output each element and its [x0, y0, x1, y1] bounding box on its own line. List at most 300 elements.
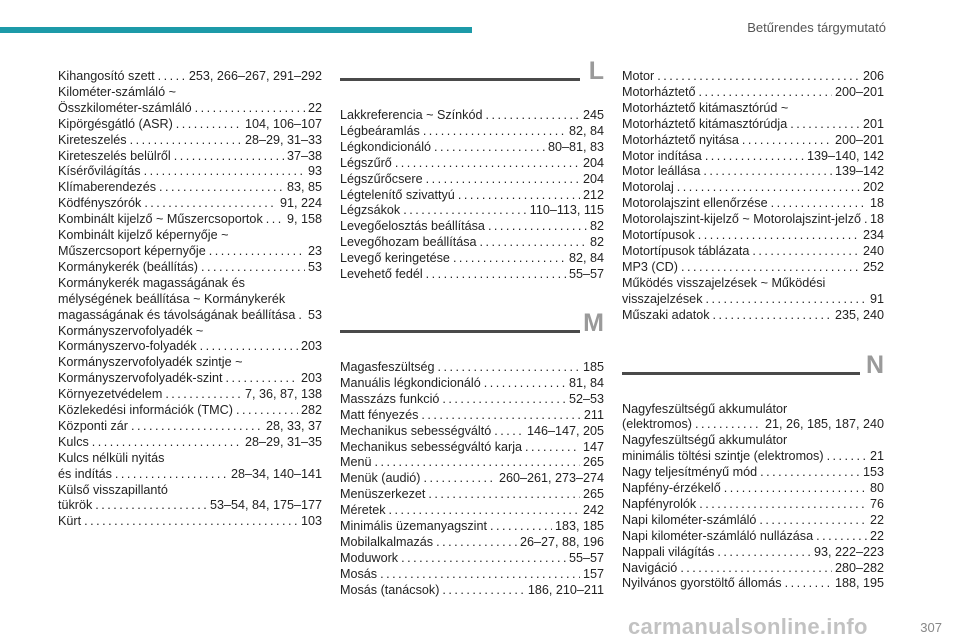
dot-leader	[827, 449, 867, 465]
index-entry-term: Környezetvédelem	[58, 387, 163, 402]
index-entry-row	[58, 514, 322, 530]
index-entry-term: Mosás (tanácsok)	[340, 582, 440, 597]
index-entry-term-line: mélységének beállítása ~ Kormánykerék	[58, 291, 286, 306]
index-entry	[58, 228, 322, 260]
index-entry-row	[58, 371, 322, 387]
index-entry-row	[622, 449, 884, 465]
index-entry-term-line: Motorháztető kitámasztórúd ~	[622, 100, 789, 115]
index-entry-pages: 82	[589, 235, 604, 250]
index-entry-pages: 53	[307, 259, 322, 274]
index-entry-term: Motor	[622, 69, 655, 83]
dot-leader	[699, 497, 867, 513]
dot-leader	[864, 212, 867, 228]
dot-leader	[699, 85, 832, 101]
index-entry	[58, 212, 322, 228]
index-entry-row	[340, 203, 604, 219]
index-entry-pages: 212	[582, 187, 604, 202]
index-entry	[340, 583, 604, 599]
index-entry-row	[622, 69, 884, 85]
index-entry-row	[58, 69, 322, 85]
index-entry-term: Mechanikus sebességváltó	[340, 423, 492, 438]
index-entry-term-line: Kulcs nélküli nyitás	[58, 450, 165, 465]
index-entry	[622, 481, 884, 497]
index-entry-pages: 53	[307, 307, 322, 322]
index-entry	[58, 85, 322, 117]
index-entry	[622, 308, 884, 324]
index-entry	[622, 497, 884, 513]
index-entry-row	[622, 481, 884, 497]
index-entry-term: MP3 (CD)	[622, 259, 678, 274]
index-entry-row	[58, 149, 322, 165]
index-entry	[622, 228, 884, 244]
index-entry	[622, 260, 884, 276]
index-entry-pages: 202	[862, 180, 884, 195]
index-entry-pages: 28, 33, 37	[265, 418, 322, 433]
index-entry-term: Motorháztető nyitása	[622, 132, 739, 147]
index-entry	[340, 440, 604, 456]
index-entry-pages: 204	[582, 171, 604, 186]
dot-leader	[436, 535, 517, 551]
page-number: 307	[920, 620, 942, 635]
index-entry-row	[622, 180, 884, 196]
index-entry-term: Motorháztető	[622, 84, 696, 99]
dot-leader	[201, 260, 305, 276]
dot-leader	[703, 164, 832, 180]
index-entry-row	[58, 101, 322, 117]
index-entry-term: visszajelzések	[622, 291, 703, 306]
dot-leader	[428, 487, 580, 503]
index-entry-pages: 183, 185	[554, 519, 604, 534]
index-entry-row	[622, 513, 884, 529]
index-entry-term: Kipörgésgátló (ASR)	[58, 116, 173, 131]
index-entry-term: Napi kilométer-számláló	[622, 512, 757, 527]
index-entry	[340, 519, 604, 535]
index-entry-term-line: Működés visszajelzések ~ Működési	[622, 275, 826, 290]
dot-leader	[438, 360, 580, 376]
index-entry	[622, 529, 884, 545]
index-entry-row	[58, 308, 322, 324]
index-entry-row	[340, 551, 604, 567]
dot-leader	[395, 156, 580, 172]
index-entry-row	[340, 376, 604, 392]
dot-leader	[401, 551, 566, 567]
index-entry-pages: 21	[869, 449, 884, 464]
index-entry-row	[622, 497, 884, 513]
dot-leader	[209, 244, 305, 260]
index-entry-pages: 201	[862, 116, 884, 131]
section-header-n	[622, 350, 884, 402]
index-entry-row	[340, 583, 604, 599]
dot-leader	[84, 514, 298, 530]
index-entry	[622, 180, 884, 196]
index-entry-term: Magasfeszültség	[340, 359, 435, 374]
index-entry-pages: 200–201	[834, 132, 884, 147]
dot-leader	[680, 561, 832, 577]
index-entry-pages: 188, 195	[834, 576, 884, 591]
dot-leader	[236, 403, 298, 419]
index-entry-row	[622, 465, 884, 481]
section-letter: L	[588, 57, 604, 85]
index-entry-pages: 82	[589, 219, 604, 234]
index-entry	[340, 360, 604, 376]
dot-leader	[816, 529, 867, 545]
index-entry-term: Központi zár	[58, 418, 129, 433]
dot-leader	[525, 440, 580, 456]
index-entry	[58, 133, 322, 149]
index-entry-row	[340, 519, 604, 535]
index-entry	[58, 117, 322, 133]
index-entry	[58, 451, 322, 483]
index-entry-row	[340, 219, 604, 235]
dot-leader	[484, 376, 566, 392]
dot-leader	[698, 228, 860, 244]
index-entry-term: Kormányszervo-folyadék	[58, 339, 197, 354]
index-entry-pages: 235, 240	[834, 307, 884, 322]
index-entry-row	[58, 180, 322, 196]
index-entry-row	[622, 85, 884, 101]
index-entry-term: Méretek	[340, 503, 386, 518]
dot-leader	[158, 69, 186, 85]
index-entry-term: Kireteszelés belülről	[58, 148, 171, 163]
index-entry-term: Légbeáramlás	[340, 123, 420, 138]
index-entry	[340, 172, 604, 188]
index-entry-row	[340, 392, 604, 408]
index-entry	[622, 133, 884, 149]
index-entry-row	[622, 545, 884, 561]
index-entry-term: Levegő keringetése	[340, 251, 450, 266]
dot-leader	[195, 101, 305, 117]
dot-leader	[95, 498, 207, 514]
index-entry-term: Motortípusok táblázata	[622, 243, 750, 258]
index-entry	[340, 219, 604, 235]
index-entry-row	[58, 212, 322, 228]
index-entry-term: Légszűrőcsere	[340, 171, 423, 186]
index-entry-pages: 265	[582, 455, 604, 470]
index-entry-pages: 91	[869, 291, 884, 306]
index-entry	[622, 433, 884, 465]
index-entry-term-line: Kombinált kijelző képernyője ~	[58, 228, 229, 243]
index-entry-term: Levegőhozam beállítása	[340, 235, 477, 250]
index-entry-row	[340, 156, 604, 172]
index-entry-pages: 81, 84	[568, 375, 604, 390]
index-entry	[340, 567, 604, 583]
index-entry-term: Matt fényezés	[340, 407, 419, 422]
index-entry-pages: 245	[582, 108, 604, 122]
index-entry-term: Napi kilométer-számláló nullázása	[622, 528, 814, 543]
dot-leader	[442, 583, 525, 599]
index-entry	[58, 387, 322, 403]
index-entry-term: Műszaki adatok	[622, 307, 710, 322]
dot-leader	[266, 212, 284, 228]
index-entry-pages: 23	[307, 243, 322, 258]
index-entry-pages: 93, 222–223	[813, 544, 884, 559]
index-entry-pages: 146–147, 205	[526, 423, 604, 438]
index-entry-row	[340, 487, 604, 503]
index-entry-row	[622, 212, 884, 228]
index-entry	[340, 487, 604, 503]
index-entry-term: Ködfényszórók	[58, 196, 142, 211]
index-entry	[340, 535, 604, 551]
index-entry-row	[622, 529, 884, 545]
index-entry-pages: 55–57	[568, 267, 604, 282]
dot-leader	[724, 481, 867, 497]
index-entry-term: tükrök	[58, 498, 93, 513]
index-entry	[622, 402, 884, 434]
index-entry-pages: 206	[862, 69, 884, 83]
index-entry-pages: 55–57	[568, 550, 604, 565]
dot-leader	[677, 180, 860, 196]
index-entry-pages: 260–261, 273–274	[498, 471, 604, 486]
dot-leader	[458, 188, 580, 204]
index-entry-row	[340, 188, 604, 204]
index-entry-row	[622, 244, 884, 260]
index-entry-term-line: Kormányszervofolyadék ~	[58, 323, 204, 338]
dot-leader	[434, 140, 545, 156]
index-entry-term: Kombinált kijelző ~ Műszercsoportok	[58, 212, 263, 227]
index-entry-term: Műszercsoport képernyője	[58, 243, 206, 258]
index-entry-term: Motorolaj	[622, 180, 674, 195]
dot-leader	[200, 339, 298, 355]
index-entry	[622, 465, 884, 481]
index-entry-pages: 139–140, 142	[806, 148, 884, 163]
index-entry-pages: 186, 210–211	[527, 582, 604, 597]
index-entry-pages: 93	[307, 164, 322, 179]
index-entry-row	[340, 440, 604, 456]
dot-leader	[159, 180, 284, 196]
index-entry-row	[340, 455, 604, 471]
index-entry-term: Napfény-érzékelő	[622, 481, 721, 496]
index-entry-pages: 153	[862, 465, 884, 480]
index-entry-pages: 37–38	[286, 148, 322, 163]
index-entry-term: Kulcs	[58, 434, 89, 449]
index-entry-row	[58, 467, 322, 483]
dot-leader	[771, 196, 867, 212]
index-entry-term: Mosás	[340, 566, 378, 581]
index-entry	[58, 164, 322, 180]
index-entry	[58, 419, 322, 435]
index-entry-row	[340, 267, 604, 283]
index-entry	[340, 156, 604, 172]
index-entry-term: (elektromos)	[622, 417, 692, 432]
index-entry	[58, 324, 322, 356]
section-header-l	[340, 57, 604, 108]
dot-leader	[389, 503, 580, 519]
index-entry-term: Lakkreferencia ~ Színkód	[340, 108, 483, 122]
index-entry-pages: 240	[862, 243, 884, 258]
index-entry-row	[58, 117, 322, 133]
dot-leader	[706, 292, 867, 308]
index-entry-term: Légzsákok	[340, 203, 401, 218]
dot-leader	[130, 133, 242, 149]
dot-leader	[375, 455, 580, 471]
section-header-m	[340, 308, 604, 360]
index-entry-term: Levegőelosztás beállítása	[340, 219, 485, 234]
index-entry-pages: 104, 106–107	[244, 116, 322, 131]
index-entry-pages: 252	[862, 259, 884, 274]
section-letter: N	[865, 350, 884, 379]
index-entry-row	[340, 360, 604, 376]
index-entry-term: Nappali világítás	[622, 544, 715, 559]
index-entry-term: Kihangosító szett	[58, 69, 155, 83]
dot-leader	[426, 267, 566, 283]
index-column-3	[622, 69, 884, 592]
index-entry	[340, 471, 604, 487]
index-entry-row	[340, 235, 604, 251]
index-entry	[58, 435, 322, 451]
index-entry-term: Napfényrolók	[622, 496, 697, 511]
index-entry-pages: 21, 26, 185, 187, 240	[764, 417, 884, 432]
watermark: carmanualsonline.info	[628, 614, 868, 639]
dot-leader	[424, 471, 496, 487]
index-entry	[340, 203, 604, 219]
index-entry-row	[622, 228, 884, 244]
dot-leader	[426, 172, 580, 188]
dot-leader	[760, 465, 860, 481]
index-entry-term: Nyilvános gyorstöltő állomás	[622, 576, 782, 591]
index-entry-row	[622, 417, 884, 433]
index-entry-pages: 103	[300, 514, 322, 529]
index-entry-row	[622, 196, 884, 212]
dot-leader	[488, 219, 587, 235]
index-entry-pages: 282	[300, 403, 322, 418]
index-entry-term: Menü	[340, 455, 372, 470]
index-entry-row	[622, 308, 884, 324]
index-entry-term: Motorháztető kitámasztórúdja	[622, 116, 788, 131]
index-entry-row	[340, 172, 604, 188]
dot-leader	[705, 149, 804, 165]
dot-leader	[380, 567, 580, 583]
index-entry-pages: 80–81, 83	[547, 139, 604, 154]
index-entry	[340, 188, 604, 204]
index-entry	[58, 483, 322, 515]
index-entry-row	[340, 108, 604, 124]
index-entry-pages: 52–53	[568, 391, 604, 406]
index-entry	[622, 85, 884, 101]
index-entry-row	[340, 408, 604, 424]
dot-leader	[165, 387, 242, 403]
index-entry	[58, 514, 322, 530]
index-entry-pages: 22	[869, 512, 884, 527]
index-entry	[58, 260, 322, 276]
index-entry	[340, 251, 604, 267]
dot-leader	[115, 467, 228, 483]
dot-leader	[681, 260, 860, 276]
index-entry-pages: 28–29, 31–35	[244, 434, 322, 449]
index-entry-term: Kürt	[58, 514, 82, 529]
index-entry	[622, 545, 884, 561]
index-entry-pages: 139–142	[834, 164, 884, 179]
index-entry-pages: 253, 266–267, 291–292	[188, 69, 322, 83]
index-entry-row	[58, 164, 322, 180]
dot-leader	[176, 117, 242, 133]
dot-leader	[442, 392, 566, 408]
index-entry	[622, 576, 884, 592]
index-entry-term: Mobilalkalmazás	[340, 534, 434, 549]
index-entry-term: magasságának és távolságának beállítása	[58, 307, 296, 322]
dot-leader	[490, 519, 552, 535]
index-entry	[622, 513, 884, 529]
index-entry	[622, 561, 884, 577]
dot-leader	[480, 235, 587, 251]
index-entry-pages: 7, 36, 87, 138	[244, 387, 322, 402]
index-entry-term: Motorolajszint ellenőrzése	[622, 196, 768, 211]
index-entry-row	[340, 251, 604, 267]
index-entry-term-line: Nagyfeszültségű akkumulátor	[622, 433, 788, 448]
dot-leader	[144, 164, 305, 180]
header-accent-bar	[0, 27, 472, 33]
index-column-1	[58, 69, 322, 530]
index-entry-term: Motor leállása	[622, 164, 701, 179]
index-entry-term: Kireteszelés	[58, 132, 127, 147]
index-entry	[340, 140, 604, 156]
index-entry-row	[340, 503, 604, 519]
index-entry-pages: 83, 85	[286, 180, 322, 195]
index-entry-row	[58, 498, 322, 514]
index-entry-pages: 203	[300, 339, 322, 354]
index-entry	[340, 267, 604, 283]
index-entry-row	[58, 339, 322, 355]
index-entry-pages: 82, 84	[568, 251, 604, 266]
index-entry-pages: 9, 158	[286, 212, 322, 227]
index-entry-pages: 28–29, 31–33	[244, 132, 322, 147]
index-entry-term: Kormánykerék (beállítás)	[58, 259, 198, 274]
index-entry-row	[622, 561, 884, 577]
index-entry-pages: 26–27, 88, 196	[519, 534, 604, 549]
dot-leader	[144, 196, 277, 212]
index-entry-row	[340, 124, 604, 140]
index-entry-row	[622, 133, 884, 149]
index-entry	[340, 124, 604, 140]
index-entry	[622, 244, 884, 260]
index-entry	[58, 149, 322, 165]
index-entry	[622, 212, 884, 228]
dot-leader	[92, 435, 242, 451]
index-entry-term-line: Kormánykerék magasságának és	[58, 275, 245, 290]
index-entry-pages: 110–113, 115	[529, 203, 604, 218]
index-entry-row	[622, 117, 884, 133]
index-entry-term: Menük (audió)	[340, 471, 421, 486]
index-entry	[622, 69, 884, 85]
dot-leader	[759, 513, 867, 529]
index-entry	[622, 196, 884, 212]
index-entry	[58, 276, 322, 324]
index-entry-pages: 76	[869, 496, 884, 511]
index-entry-term: Levehető fedél	[340, 267, 423, 282]
index-entry	[622, 149, 884, 165]
index-entry-pages: 200–201	[834, 84, 884, 99]
index-entry-row	[58, 196, 322, 212]
dot-leader	[225, 371, 298, 387]
index-entry	[58, 180, 322, 196]
index-entry-term: Motortípusok	[622, 228, 695, 243]
section-rule	[622, 372, 860, 375]
dot-leader	[453, 251, 566, 267]
index-entry	[58, 403, 322, 419]
index-entry-term: Motorolajszint-kijelző ~ Motorolajszint-jelző	[622, 212, 862, 227]
dot-leader	[657, 69, 860, 85]
index-entry-term: Nagy teljesítményű mód	[622, 465, 758, 480]
index-entry-term: Manuális légkondicionáló	[340, 375, 481, 390]
index-entry-row	[340, 535, 604, 551]
page-header-title: Betűrendes tárgymutató	[747, 20, 886, 35]
index-entry-pages: 22	[307, 100, 322, 115]
index-entry	[340, 392, 604, 408]
section-rule	[340, 330, 580, 333]
dot-leader	[485, 108, 580, 124]
index-entry	[340, 551, 604, 567]
index-entry-pages: 280–282	[834, 560, 884, 575]
index-entry-term-line: Kormányszervofolyadék szintje ~	[58, 355, 243, 370]
